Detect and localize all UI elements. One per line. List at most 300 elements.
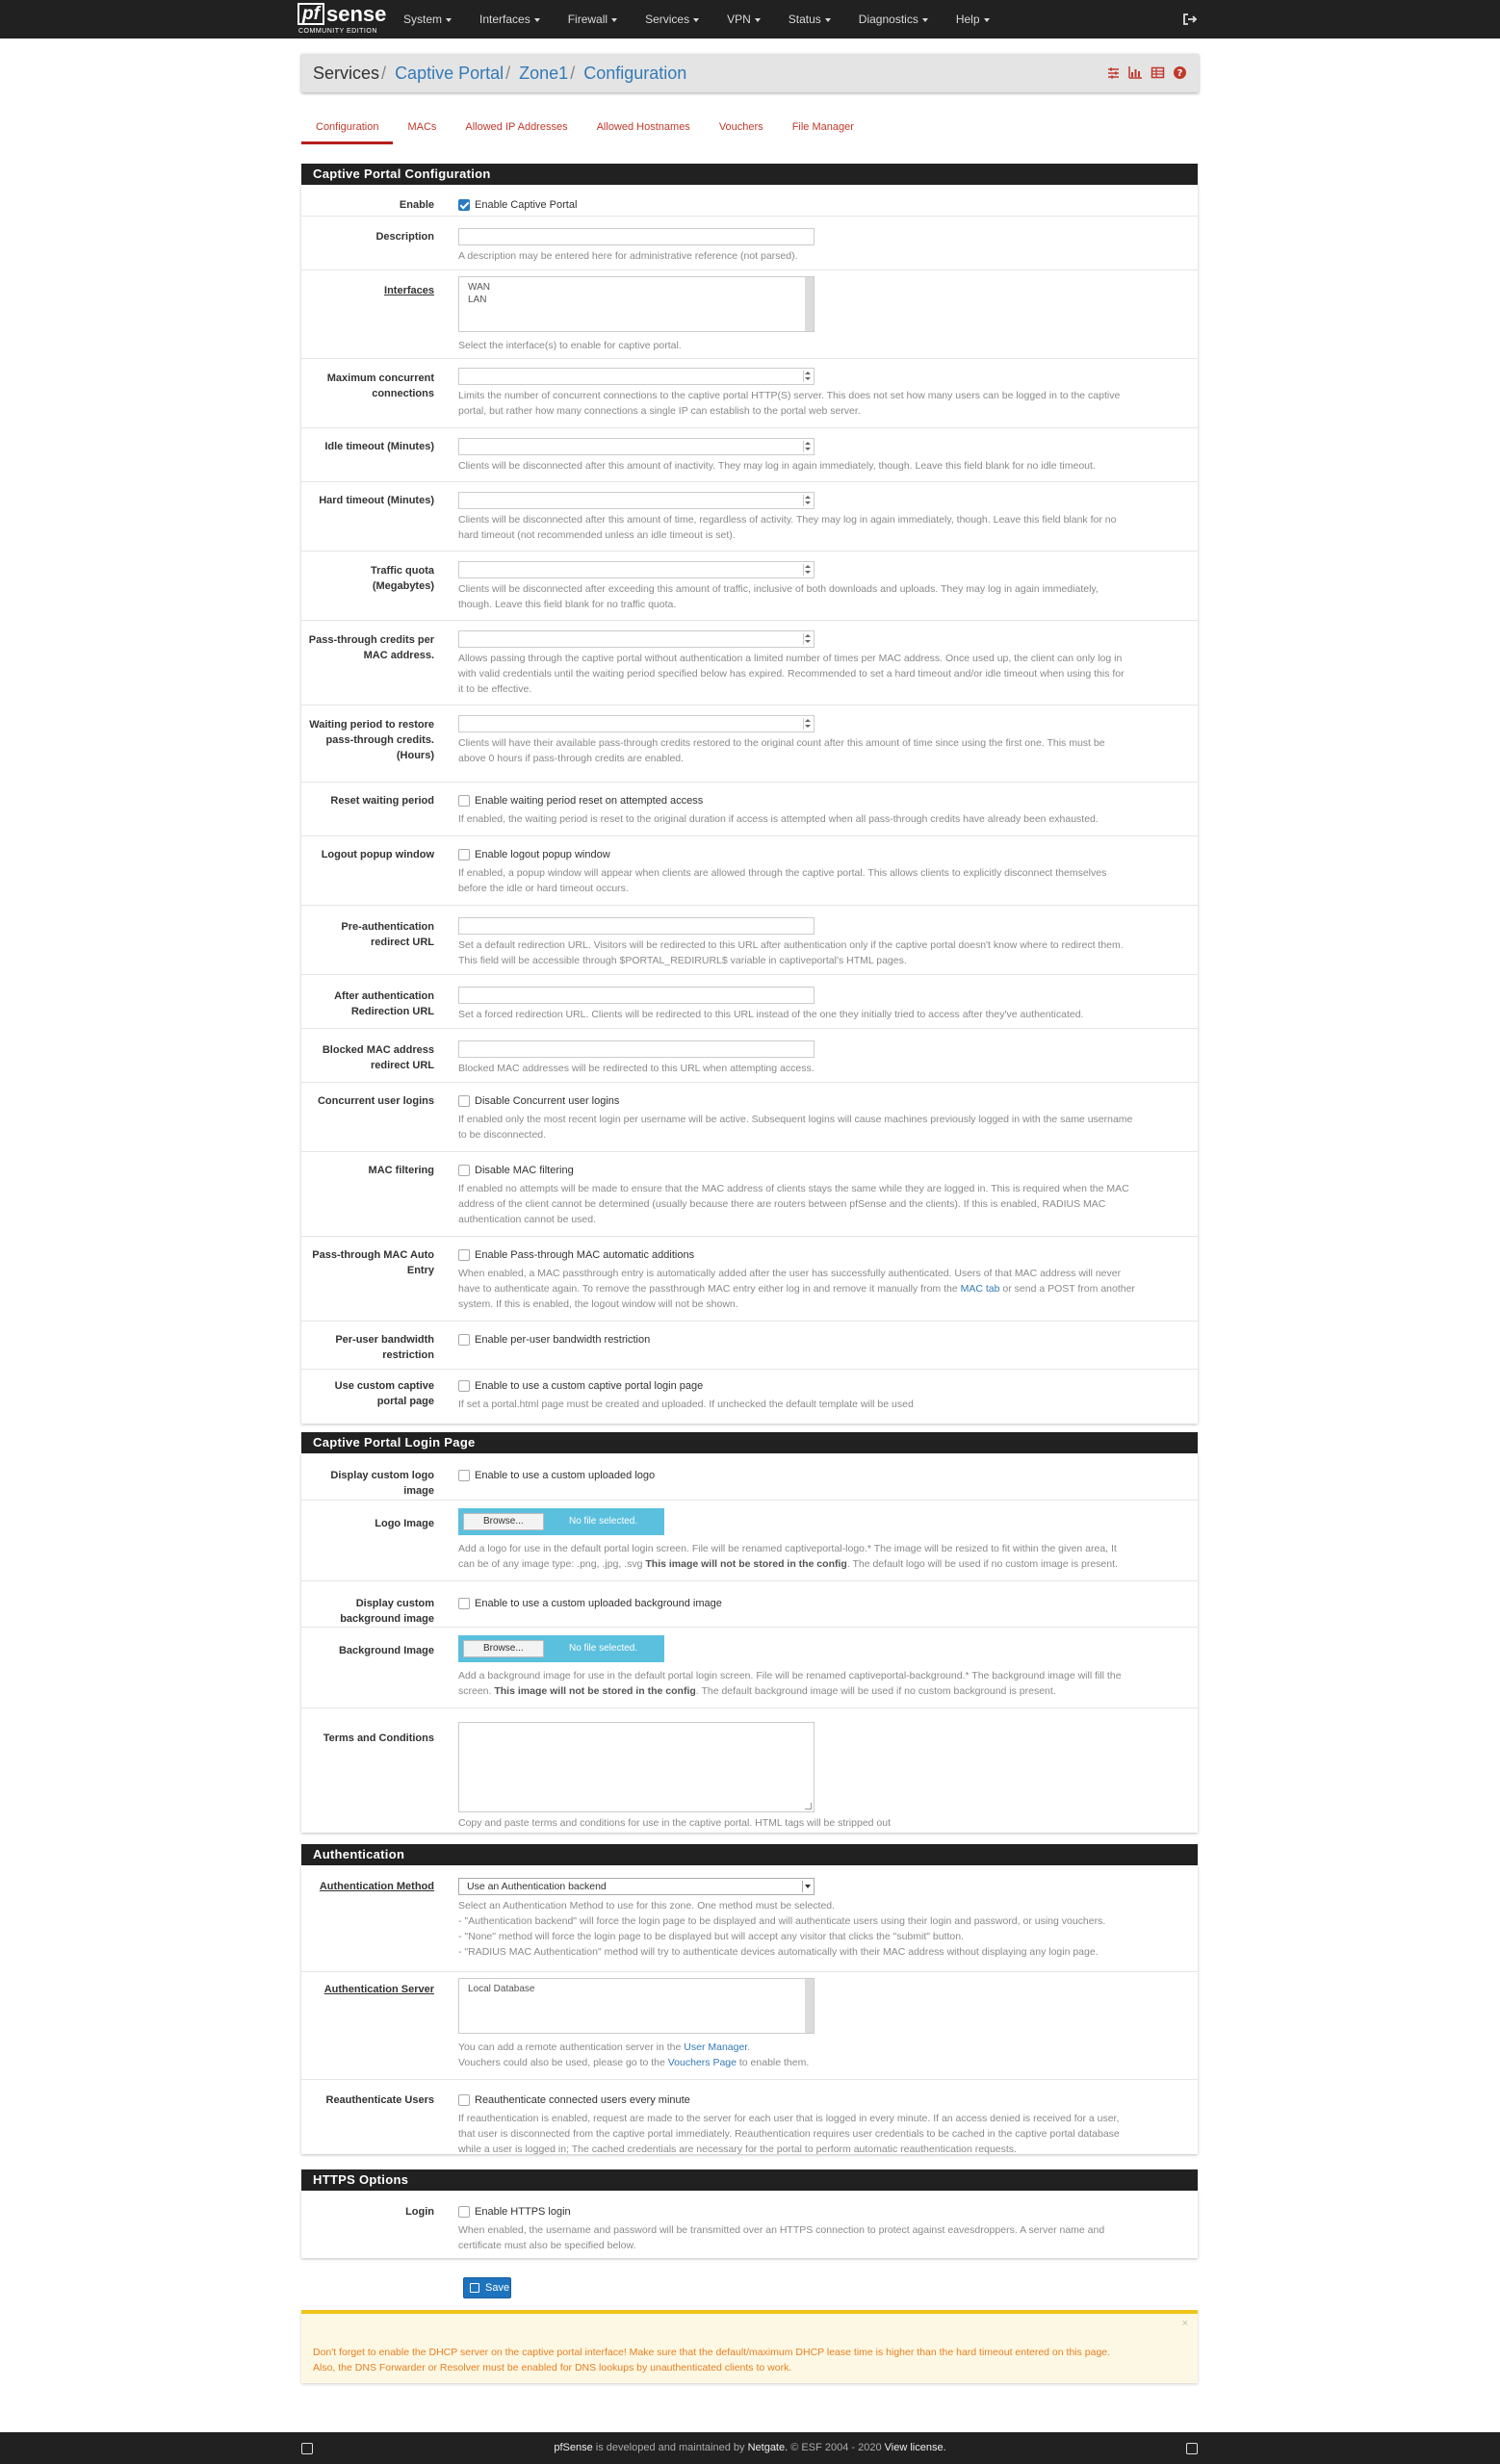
help-line: Clients will have their available pass-through credits restored to the original count after this amount of time since using the first one. This must be (458, 737, 1105, 749)
help-line: above 0 hours if pass-through credits are enabled. (458, 753, 685, 764)
description-input[interactable] (458, 228, 815, 245)
checkbox-box[interactable] (458, 795, 470, 807)
terms-textarea[interactable] (458, 1722, 815, 1812)
label-line: connections (372, 388, 434, 399)
help-text: Set a forced redirection URL. Clients will be redirected to this URL instead of the one they initially tried to access after they've authenticated. (458, 1009, 1084, 1020)
checkbox-label: Enable Captive Portal (475, 199, 578, 211)
field-label (301, 632, 434, 663)
breadcrumb-configuration[interactable]: Configuration (583, 64, 687, 83)
help-line (458, 2040, 1190, 2055)
view-license-link[interactable]: View license. (884, 2442, 946, 2453)
help-line: though. Leave this field blank for no traffic quota. (458, 599, 677, 610)
checkbox-box[interactable] (458, 1598, 470, 1609)
help-line: If enabled, a popup window will appear when clients are allowed through the captive portal. This allows clients to explicitly disconnect themselves (458, 867, 1107, 879)
checkbox-label: Enable Pass-through MAC automatic additions (475, 1249, 695, 1261)
caret-down-icon (755, 18, 761, 22)
row-max-connections (301, 358, 1198, 427)
field-label: Hard timeout (Minutes) (319, 495, 434, 506)
spinner[interactable] (803, 371, 812, 382)
logo-edition: COMMUNITY EDITION (298, 28, 377, 35)
field-label: Logout popup window (321, 849, 434, 860)
help-line: Add a logo for use in the default portal login screen. File will be renamed captiveportal-logo.* The image will be resized to fit within the given area, It (458, 1543, 1117, 1554)
mac-tab-link[interactable]: MAC tab (960, 1283, 1000, 1295)
row-display-logo (301, 1453, 1198, 1500)
field-label (301, 1378, 434, 1409)
help-text (458, 937, 1190, 968)
browse-button[interactable]: Browse... (463, 1640, 544, 1657)
row-preauth-url (301, 905, 1198, 974)
label-line: pass-through credits. (325, 734, 434, 746)
field-label: Concurrent user logins (317, 1095, 434, 1107)
help-line: that user is disconnected from the captive portal immediately. Reauthentication requires user credentials to be cached in the captive portal database (458, 2128, 1120, 2140)
breadcrumb-separator: / (505, 64, 511, 83)
waiting-period-input[interactable] (458, 715, 815, 732)
caret-down-icon (534, 18, 540, 22)
field-label (301, 563, 434, 594)
help-fragment: . The default logo will be used if no custom image is present. (846, 1558, 1118, 1570)
help-fragment: have to authenticate again. To remove the passthrough MAC entry either log in and remove it manually from the (458, 1283, 961, 1295)
hard-timeout-input[interactable] (458, 492, 815, 509)
help-text (458, 2222, 1190, 2253)
help-text (458, 388, 1190, 419)
checkbox-box[interactable] (458, 1249, 470, 1261)
row-blocked-mac-url (301, 1028, 1198, 1082)
logo-file-input[interactable] (458, 1508, 664, 1535)
row-passthrough-mac (301, 1236, 1198, 1321)
idle-timeout-input[interactable] (458, 438, 815, 455)
field-label: Authentication Method (319, 1881, 434, 1892)
help-line: Clients will be disconnected after exceeding this amount of traffic, inclusive of both downloads and uploads. They may log in again immediately, (458, 583, 1099, 595)
per-user-bandwidth-checkbox[interactable] (458, 1332, 1190, 1348)
dropdown-arrow-icon[interactable] (802, 1881, 812, 1892)
checkbox-box[interactable] (458, 1334, 470, 1346)
help-line: authentication cannot be used. (458, 1214, 597, 1225)
menu-label: Diagnostics (858, 13, 918, 26)
help-line (458, 1281, 1190, 1296)
help-line: address of the client cannot be determined (usually because there are routers between pfSense and the clients). If this is enabled, RADIUS MAC (458, 1198, 1106, 1210)
help-line: Allows passing through the captive portal without authentication a limited number of times per MAC address. Once used up, the client can only log in (458, 653, 1123, 664)
label-line: Pass-through credits per (308, 634, 434, 646)
auth-method-select[interactable] (458, 1878, 815, 1895)
spinner[interactable] (803, 564, 812, 576)
listbox-scrollbar[interactable] (805, 277, 814, 331)
help-line (458, 1556, 1190, 1572)
help-line: When enabled, a MAC passthrough entry is automatically added after the user has successfully authenticated. Users of that MAC address will never (458, 1268, 1122, 1279)
menu-system[interactable] (403, 0, 452, 38)
caret-down-icon (446, 18, 452, 22)
help-line: to be disconnected. (458, 1129, 547, 1141)
help-text (458, 735, 1190, 766)
menu-label: Status (788, 13, 821, 26)
traffic-quota-input[interactable] (458, 561, 815, 578)
interfaces-listbox[interactable] (458, 276, 815, 332)
row-custom-portal-page (301, 1369, 1198, 1424)
tab-allowed-hostnames[interactable]: Allowed Hostnames (596, 121, 690, 133)
help-line (458, 1683, 1190, 1699)
checkbox-box[interactable] (458, 2206, 470, 2218)
row-passthrough-credits (301, 620, 1198, 705)
checkbox-label: Enable waiting period reset on attempted access (475, 795, 704, 807)
spinner[interactable] (803, 718, 812, 730)
breadcrumb-separator: / (381, 64, 387, 83)
footer-copyright: © ESF 2004 - 2020 (788, 2442, 885, 2453)
help-line: Clients will be disconnected after this amount of time, regardless of activity. They may log in again immediately, though. Leave this field blank for no (458, 514, 1117, 526)
tab-allowed-ip-addresses[interactable]: Allowed IP Addresses (465, 121, 568, 133)
help-line (458, 2055, 1190, 2070)
caret-down-icon (922, 18, 928, 22)
resize-grip-icon[interactable] (805, 1803, 812, 1810)
panel-heading-login-page: Captive Portal Login Page (301, 1432, 1198, 1453)
row-concurrent-logins (301, 1082, 1198, 1151)
help-fragment: to enable them. (736, 2057, 810, 2068)
help-text (458, 1181, 1190, 1227)
row-auth-server (301, 1971, 1198, 2079)
row-https-login (301, 2191, 1198, 2258)
menu-label: Services (645, 13, 690, 26)
help-line: portal, but rather how many connections a single IP can establish to the portal web server. (458, 405, 861, 417)
checkbox-label: Enable to use a custom uploaded logo (475, 1470, 656, 1481)
custom-portal-page-checkbox[interactable] (458, 1378, 1190, 1394)
top-navbar (0, 0, 1500, 38)
help-line: When enabled, the username and password will be transmitted over an HTTPS connection to protect against eavesdroppers. A server name and (458, 2224, 1105, 2236)
checkbox-label: Enable to use a custom captive portal login page (475, 1380, 704, 1392)
label-line: Per-user bandwidth (335, 1334, 434, 1346)
label-line: Traffic quota (370, 565, 434, 577)
help-text: If set a portal.html page must be created and uploaded. If unchecked the default template will be used (458, 1399, 914, 1410)
caret-down-icon (825, 18, 831, 22)
help-text (458, 865, 1190, 896)
checkbox-box[interactable] (458, 1470, 470, 1481)
file-status: No file selected. (569, 1643, 638, 1654)
breadcrumb-separator: / (570, 64, 576, 83)
reset-waiting-period-checkbox[interactable] (458, 793, 1190, 808)
help-line: This field will be accessible through $PORTAL_REDIRURL$ variable in captiveportal's HTML pages. (458, 955, 907, 966)
field-label: Login (405, 2206, 434, 2218)
help-line: If enabled only the most recent login per username will be active. Subsequent logins will cause machines previously logged in with the same username (458, 1114, 1133, 1125)
field-label (301, 988, 434, 1019)
checkbox-label: Disable MAC filtering (475, 1165, 574, 1176)
checkbox-box[interactable] (458, 1165, 470, 1176)
selected-value: Use an Authentication backend (467, 1881, 607, 1892)
row-logout-popup (301, 835, 1198, 905)
checkbox-label: Enable per-user bandwidth restriction (475, 1334, 651, 1346)
label-line: Maximum concurrent (326, 372, 434, 384)
save-label: Save (485, 2282, 510, 2294)
help-line: Add a background image for use in the default portal login screen. File will be renamed captiveportal-background.* The background image will fill the (458, 1670, 1122, 1681)
help-text: Select the interface(s) to enable for captive portal. (458, 340, 682, 351)
row-per-user-bandwidth (301, 1321, 1198, 1369)
checkbox-box[interactable] (458, 199, 470, 211)
row-logo-image (301, 1500, 1198, 1580)
help-text (458, 651, 1190, 697)
afterauth-url-input[interactable] (458, 987, 815, 1004)
menu-status[interactable] (789, 0, 831, 38)
file-status: No file selected. (569, 1516, 638, 1527)
footer-product: pfSense (554, 2442, 593, 2453)
label-line: Redirection URL (350, 1006, 434, 1017)
menu-services[interactable] (645, 0, 699, 38)
reauthenticate-checkbox[interactable] (458, 2092, 1190, 2108)
help-line: with valid credentials until the waiting period specified below has expired. Recommended to set a hard timeout and/or idle timeout when using this for (458, 668, 1125, 680)
help-text (458, 581, 1190, 612)
row-waiting-period (301, 705, 1198, 782)
label-line: Entry (406, 1265, 434, 1276)
help-fragment: . (747, 2041, 751, 2053)
mac-filtering-checkbox[interactable] (458, 1163, 1190, 1178)
background-file-input[interactable] (458, 1635, 664, 1662)
help-line: Set a default redirection URL. Visitors will be redirected to this URL after authentication only if the captive portal doesn't know where to redirect them. (458, 939, 1124, 951)
breadcrumb (313, 54, 686, 92)
field-label: Interfaces (384, 285, 434, 296)
passthrough-credits-input[interactable] (458, 630, 815, 648)
help-fragment: You can add a remote authentication server in the (458, 2041, 685, 2053)
warning-alert (301, 2310, 1198, 2383)
help-line: while a user is logged in; The cached credentials are necessary for the portal to perform automatic reauthentication requests. (458, 2143, 1017, 2155)
alert-line: Also, the DNS Forwarder or Resolver must be enabled for DNS lookups by unauthenticated clients to work. (313, 2362, 792, 2374)
alert-line: Don't forget to enable the DHCP server on the captive portal interface! Make sure that the default/maximum DHCP lease time is higher than the hard timeout entered on this page. (313, 2347, 1111, 2358)
logo-sense: sense (326, 2, 387, 26)
help-line: If reauthentication is enabled, request are made to the server for each user that is logged in every minute. If an access denied is received for a user, (458, 2113, 1120, 2124)
field-label: Logo Image (375, 1518, 434, 1529)
enable-captive-portal-checkbox[interactable] (458, 197, 1190, 213)
label-line: restriction (382, 1349, 434, 1361)
interface-option-lan[interactable]: LAN (468, 295, 487, 305)
logo-pf: pf (297, 3, 324, 25)
panel-heading-https: HTTPS Options (301, 2169, 1198, 2191)
spinner[interactable] (803, 441, 812, 452)
save-icon (470, 2283, 479, 2293)
spinner[interactable] (803, 633, 812, 645)
display-background-checkbox[interactable] (458, 1596, 1190, 1611)
panel-https (301, 2191, 1198, 2258)
menu-label: System (403, 13, 443, 26)
field-label (301, 1468, 434, 1499)
row-description (301, 216, 1198, 270)
menu-firewall[interactable] (568, 0, 617, 38)
browse-button[interactable]: Browse... (463, 1513, 544, 1530)
checkbox-box[interactable] (458, 1095, 470, 1107)
label-line: After authentication (334, 990, 434, 1002)
row-enable (301, 185, 1198, 216)
help-line: Select an Authentication Method to use for this zone. One method must be selected. (458, 1900, 836, 1912)
row-mac-filtering (301, 1151, 1198, 1236)
row-display-background (301, 1580, 1198, 1627)
label-line: redirect URL (370, 937, 434, 948)
https-login-checkbox[interactable] (458, 2204, 1190, 2220)
menu-label: VPN (727, 13, 751, 26)
panel-configuration (301, 185, 1198, 1424)
menu-help[interactable] (956, 0, 990, 38)
help-line: system. If this is enabled, the logout window will not be shown. (458, 1298, 738, 1310)
alert-text (313, 2345, 1184, 2375)
logout-popup-checkbox[interactable] (458, 847, 1190, 862)
field-label: MAC filtering (368, 1165, 434, 1176)
panel-heading-configuration: Captive Portal Configuration (301, 164, 1198, 185)
help-icon[interactable] (1173, 65, 1187, 80)
help-text: Blocked MAC addresses will be redirected to this URL when attempting access. (458, 1063, 815, 1074)
blocked-mac-url-input[interactable] (458, 1040, 815, 1058)
help-text (458, 1668, 1190, 1699)
checkbox-box[interactable] (458, 2094, 470, 2106)
panel-heading-authentication: Authentication (301, 1844, 1198, 1865)
menu-label: Interfaces (479, 13, 530, 26)
pfsense-logo[interactable] (297, 2, 387, 36)
help-emphasis: This image will not be stored in the config (494, 1685, 696, 1697)
checkbox-label: Disable Concurrent user logins (475, 1095, 620, 1107)
max-connections-input[interactable] (458, 368, 815, 385)
panel-login-page (301, 1453, 1198, 1833)
svg-text:?: ? (1177, 68, 1183, 79)
label-line: Display custom logo (330, 1470, 434, 1481)
breadcrumb-bar (301, 54, 1199, 92)
label-line: image (403, 1485, 434, 1497)
auth-server-option[interactable]: Local Database (468, 1984, 535, 1994)
field-label: Background Image (338, 1645, 434, 1656)
label-line: (Megabytes) (372, 580, 434, 592)
label-line: Waiting period to restore (309, 719, 434, 731)
tab-bar (301, 106, 868, 144)
breadcrumb-shortcuts (1106, 65, 1187, 80)
help-line: Limits the number of concurrent connections to the captive portal HTTP(S) server. This does not set how many users can be logged in to the captive (458, 390, 1121, 401)
label-line: redirect URL (370, 1060, 434, 1071)
preauth-url-input[interactable] (458, 917, 815, 935)
caret-down-icon (611, 18, 617, 22)
checkbox-box[interactable] (458, 849, 470, 860)
field-label (301, 1332, 434, 1363)
help-text: A description may be entered here for administrative reference (not parsed). (458, 250, 798, 262)
tab-configuration[interactable]: Configuration (301, 106, 393, 144)
help-fragment: or send a POST from another (999, 1283, 1135, 1295)
tab-vouchers[interactable]: Vouchers (718, 121, 763, 133)
label-line: Display custom (355, 1598, 434, 1609)
help-text (458, 2040, 1190, 2070)
label-line: Blocked MAC address (322, 1044, 434, 1056)
caret-down-icon (693, 18, 699, 22)
help-emphasis: This image will not be stored in the config (645, 1558, 847, 1570)
row-terms (301, 1707, 1198, 1833)
main-menu (403, 0, 1018, 38)
checkbox-box[interactable] (458, 1380, 470, 1392)
breadcrumb-captive-portal[interactable]: Captive Portal (395, 64, 504, 83)
menu-label: Firewall (567, 13, 608, 26)
help-fragment: . The default background image will be used if no custom background is present. (695, 1685, 1056, 1697)
checkbox-label: Reauthenticate connected users every minute (475, 2094, 690, 2106)
label-line: portal page (376, 1396, 434, 1407)
field-label: Authentication Server (323, 1984, 434, 1995)
label-line: MAC address. (363, 650, 434, 661)
field-label (301, 717, 434, 763)
checkbox-label: Enable logout popup window (475, 849, 610, 860)
interface-option-wan[interactable]: WAN (468, 282, 490, 293)
help-line: - "RADIUS MAC Authentication" method will try to authenticate devices automatically with their MAC address without displaying any login page. (458, 1946, 1099, 1958)
caret-down-icon (984, 18, 990, 22)
row-background-image (301, 1627, 1198, 1707)
help-line: If enabled no attempts will be made to ensure that the MAC address of clients stays the same while they are logged in. This is required when the MAC (458, 1183, 1129, 1194)
passthrough-mac-checkbox[interactable] (458, 1247, 1190, 1263)
help-text: Clients will be disconnected after this amount of inactivity. They may log in again immediately, though. Leave this field blank for no idle timeout. (458, 460, 1096, 472)
help-line: hard timeout (not recommended unless an idle timeout is set). (458, 529, 736, 541)
close-icon[interactable]: × (1181, 2318, 1188, 2329)
breadcrumb-services: Services (313, 64, 380, 83)
field-label (301, 1247, 434, 1278)
field-label (301, 1042, 434, 1073)
listbox-scrollbar[interactable] (805, 1979, 814, 2033)
checkbox-label: Enable to use a custom uploaded background image (475, 1598, 722, 1609)
row-idle-timeout (301, 427, 1198, 481)
help-text (458, 2111, 1190, 2157)
spinner[interactable] (803, 495, 812, 506)
help-text (458, 1541, 1190, 1572)
row-reset-waiting-period (301, 782, 1198, 835)
sliders-icon[interactable] (1106, 65, 1121, 80)
field-label: Reset waiting period (330, 795, 434, 807)
field-label: Terms and Conditions (323, 1732, 434, 1744)
display-logo-checkbox[interactable] (458, 1468, 1190, 1483)
help-text (458, 512, 1190, 543)
label-line: (Hours) (396, 750, 434, 761)
footer (0, 2432, 1500, 2464)
auth-server-listbox[interactable] (458, 1978, 815, 2034)
help-line: certificate must also be specified below. (458, 2240, 636, 2251)
help-text: If enabled, the waiting period is reset to the original duration if access is attempted when all pass-through credits have already been exhausted. (458, 813, 1099, 825)
menu-diagnostics[interactable] (859, 0, 928, 38)
tab-macs[interactable]: MACs (407, 121, 437, 133)
label-line: background image (340, 1613, 434, 1625)
row-reauthenticate (301, 2079, 1198, 2154)
netgate-link[interactable]: Netgate. (747, 2442, 789, 2453)
help-line: it to be effective. (458, 683, 532, 695)
row-traffic-quota (301, 551, 1198, 620)
sign-out-icon[interactable] (1181, 11, 1199, 28)
field-label: Description (375, 231, 434, 243)
menu-label: Help (955, 13, 980, 26)
help-line: - "None" method will force the login page to be displayed but will accept any visitor that clicks the "submit" button. (458, 1931, 965, 1942)
help-fragment: screen. (458, 1685, 495, 1697)
field-label: Reauthenticate Users (325, 2094, 434, 2106)
row-auth-method (301, 1865, 1198, 1971)
vouchers-page-link[interactable]: Vouchers Page (667, 2057, 737, 2068)
menu-interfaces[interactable] (479, 0, 540, 38)
help-line: - "Authentication backend" will force the login page to be displayed and will authenticate users using their login and password, or using vouchers. (458, 1915, 1106, 1927)
row-afterauth-url (301, 974, 1198, 1028)
help-fragment: Vouchers could also be used, please go to the (458, 2057, 668, 2068)
panel-authentication (301, 1865, 1198, 2154)
concurrent-logins-checkbox[interactable] (458, 1093, 1190, 1109)
footer-text (0, 2432, 1500, 2464)
help-fragment: can be of any image type: .png, .jpg, .svg (458, 1558, 646, 1570)
label-line: Use custom captive (334, 1380, 434, 1392)
user-manager-link[interactable]: User Manager (684, 2041, 748, 2053)
field-label (301, 1596, 434, 1627)
field-label: Enable (399, 199, 434, 211)
field-label (301, 919, 434, 950)
save-button[interactable] (463, 2277, 511, 2298)
tab-file-manager[interactable]: File Manager (791, 121, 854, 133)
bar-chart-icon[interactable] (1128, 65, 1143, 80)
checkbox-label: Enable HTTPS login (475, 2206, 571, 2218)
help-text: Copy and paste terms and conditions for use in the captive portal. HTML tags will be stripped out (458, 1817, 892, 1829)
label-line: Pass-through MAC Auto (312, 1249, 434, 1261)
footer-right-icon[interactable] (1186, 2443, 1198, 2454)
help-line: before the idle or hard timeout occurs. (458, 883, 629, 894)
breadcrumb-zone[interactable]: Zone1 (519, 64, 569, 83)
label-line: Pre-authentication (341, 921, 434, 933)
row-hard-timeout (301, 481, 1198, 551)
menu-vpn[interactable] (727, 0, 761, 38)
table-icon[interactable] (1151, 65, 1165, 80)
field-label (301, 371, 434, 401)
footer-fragment: is developed and maintained by (592, 2442, 748, 2453)
